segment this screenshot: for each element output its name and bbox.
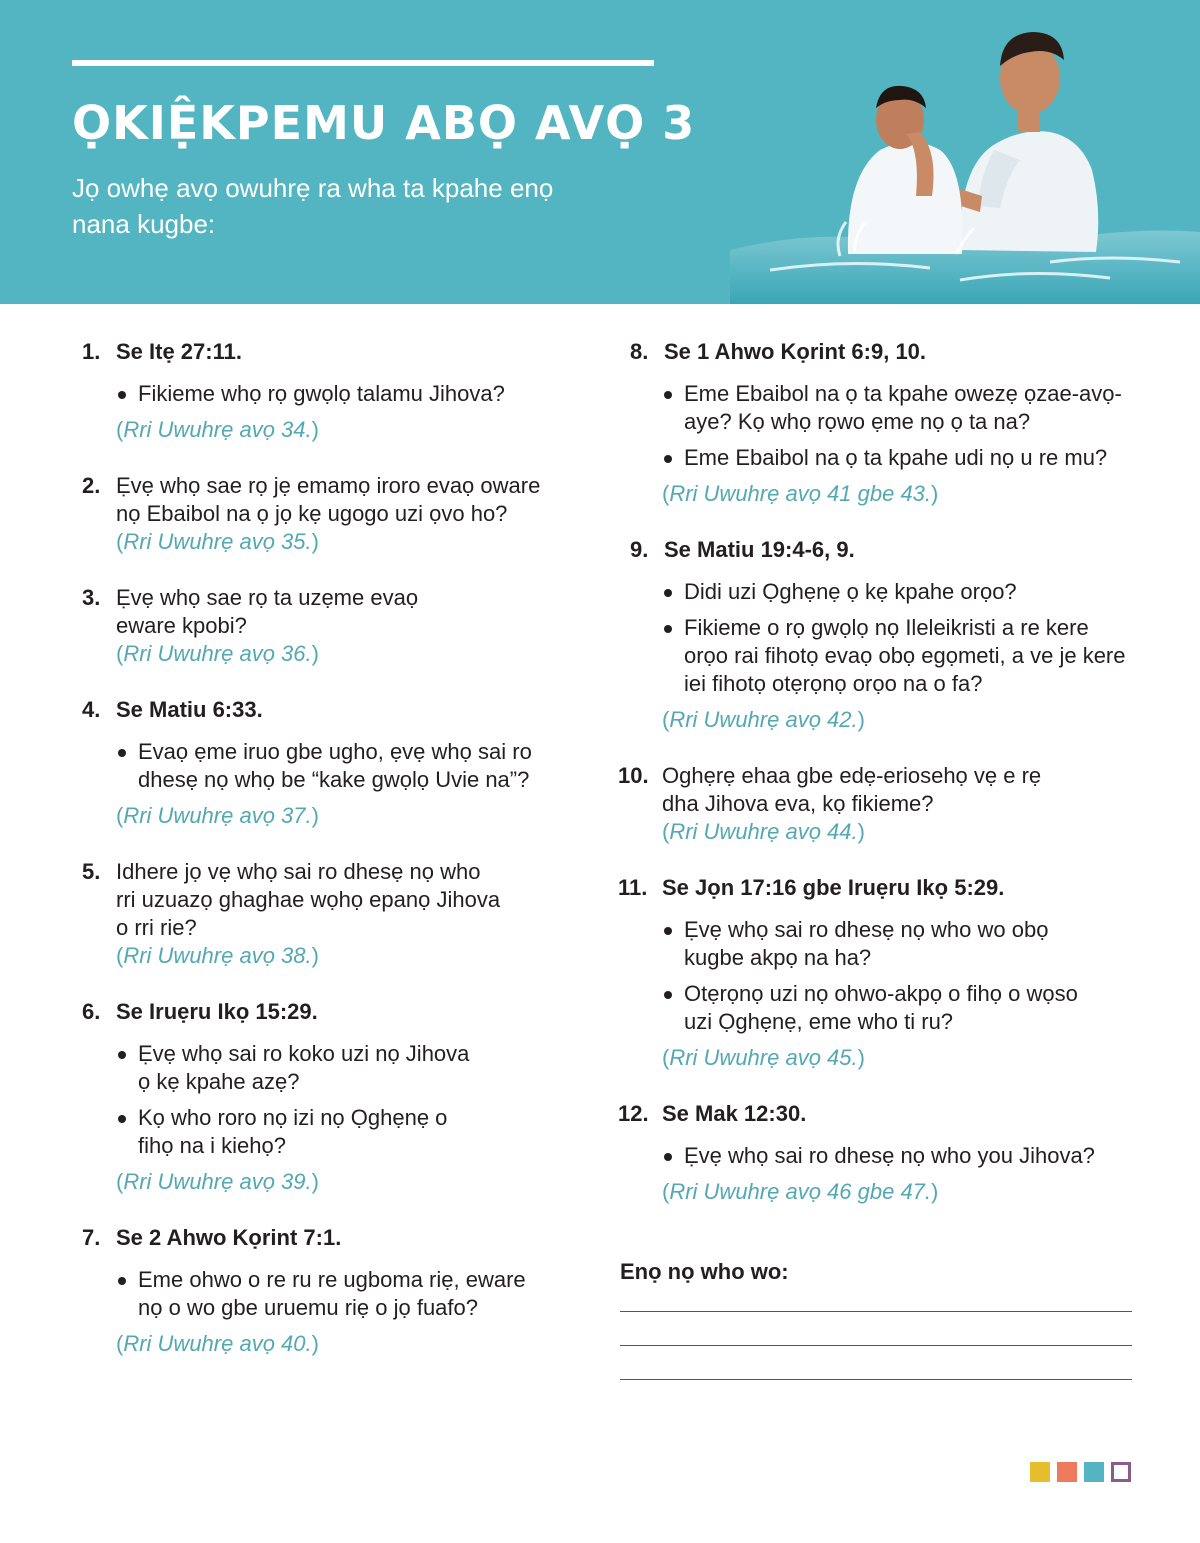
- header-banner: [0, 0, 1200, 304]
- bullet-icon: [664, 927, 672, 935]
- lesson-reference: (Rri Uwuhrẹ avọ 35.): [116, 529, 319, 554]
- bullet-item: [116, 1266, 552, 1322]
- question-scripture: Se Mak 12:30.: [662, 1101, 807, 1126]
- lesson-reference-text: Rri Uwuhrẹ avọ 44.: [669, 819, 858, 844]
- lesson-reference-text: Rri Uwuhrẹ avọ 37.: [123, 803, 312, 828]
- lesson-reference-text: Rri Uwuhrẹ avọ 34.: [123, 417, 312, 442]
- bullet-text: Didi uzi Ọghẹnẹ ọ kẹ kpahe orọo?: [684, 579, 1017, 604]
- question-number: 4.: [82, 697, 101, 722]
- bullet-text: Ẹvẹ whọ sai ro dhesẹ nọ who wo obọ kugbe akpọ na ha?: [684, 917, 1049, 970]
- color-squares-icon: [1030, 1462, 1131, 1482]
- bullet-text: Otẹrọnọ uzi nọ ohwo-akpọ o fihọ o wọso uzi Ọghẹnẹ, eme who ti ru?: [684, 981, 1078, 1034]
- bullet-icon: [664, 455, 672, 463]
- question-scripture: Se Matiu 6:33.: [116, 697, 263, 722]
- bullet-item: [116, 380, 552, 408]
- lesson-reference: (Rri Uwuhrẹ avọ 40.): [116, 1331, 319, 1356]
- question-1: [82, 338, 552, 444]
- lesson-reference-text: Rri Uwuhrẹ avọ 40.: [123, 1331, 312, 1356]
- lesson-reference-text: Rri Uwuhrẹ avọ 46 gbe 47.: [669, 1179, 932, 1204]
- bullet-list: [116, 1266, 552, 1322]
- question-number: 7.: [82, 1225, 101, 1250]
- lesson-reference: (Rri Uwuhrẹ avọ 41 gbe 43.): [662, 481, 939, 506]
- bullet-list: [662, 380, 1138, 472]
- question-scripture: Se 2 Ahwo Kọrint 7:1.: [116, 1225, 342, 1250]
- bullet-text: Eme Ebaibol na ọ ta kpahe owezẹ ọzae-avọ-aye? Kọ whọ rọwo ẹme nọ ọ ta na?: [684, 381, 1122, 434]
- question-number: 12.: [618, 1101, 649, 1126]
- question-7: [82, 1224, 552, 1358]
- lesson-reference: (Rri Uwuhrẹ avọ 46 gbe 47.): [662, 1179, 939, 1204]
- bullet-icon: [664, 625, 672, 633]
- question-scripture: Se Jọn 17:16 gbe Iruẹru Ikọ 5:29.: [662, 875, 1005, 900]
- bullet-list: [662, 578, 1138, 698]
- page-title: ỌKIỆKPEMU ABỌ AVỌ 3: [72, 96, 696, 150]
- lesson-reference: (Rri Uwuhrẹ avọ 44.): [662, 819, 865, 844]
- question-text: Ẹvẹ whọ sae rọ jẹ emamọ iroro evaọ oware nọ Ebaibol na ọ jọ kẹ ugogo uzi ọvo ho?: [116, 473, 541, 526]
- question-number: 11.: [618, 875, 648, 900]
- question-number: 9.: [630, 537, 649, 562]
- bullet-item: [662, 578, 1138, 606]
- bullet-text: Fikieme o rọ gwọlọ nọ Ileleikristi a re kere orọo rai fihotọ evaọ obọ egọmeti, a ve je kere iei fihotọ otẹrọnọ orọo na o fa?: [684, 615, 1126, 696]
- lesson-reference: (Rri Uwuhrẹ avọ 37.): [116, 803, 319, 828]
- question-4: [82, 696, 552, 830]
- bullet-icon: [664, 991, 672, 999]
- lesson-reference-text: Rri Uwuhrẹ avọ 35.: [123, 529, 312, 554]
- baptism-illustration: [730, 0, 1200, 304]
- bullet-icon: [118, 749, 126, 757]
- bullet-text: Fikieme whọ rọ gwọlọ talamu Jihova?: [138, 381, 505, 406]
- lesson-reference: (Rri Uwuhrẹ avọ 39.): [116, 1169, 319, 1194]
- bullet-list: [116, 380, 552, 408]
- lesson-reference: (Rri Uwuhrẹ avọ 42.): [662, 707, 865, 732]
- header-rule: [72, 60, 654, 66]
- bullet-list: [662, 1142, 1138, 1170]
- lesson-reference-text: Rri Uwuhrẹ avọ 45.: [669, 1045, 858, 1070]
- bullet-icon: [118, 391, 126, 399]
- note-line[interactable]: [620, 1345, 1132, 1346]
- bullet-icon: [118, 1115, 126, 1123]
- bullet-icon: [664, 589, 672, 597]
- bullet-list: [116, 738, 552, 794]
- note-line[interactable]: [620, 1379, 1132, 1380]
- question-number: 3.: [82, 585, 101, 610]
- bullet-text: Eme Ebaibol na ọ ta kpahe udi nọ u re mu?: [684, 445, 1108, 470]
- outlined-square-icon: [1111, 1462, 1131, 1482]
- lesson-reference-text: Rri Uwuhrẹ avọ 39.: [123, 1169, 312, 1194]
- bullet-list: [116, 1040, 476, 1160]
- bullet-text: Kọ who roro nọ izi nọ Ọghẹnẹ o fihọ na i kiehọ?: [138, 1105, 448, 1158]
- questions-left-column: [82, 338, 552, 1386]
- teal-square-icon: [1084, 1462, 1104, 1482]
- lesson-reference: (Rri Uwuhrẹ avọ 45.): [662, 1045, 865, 1070]
- yellow-square-icon: [1030, 1462, 1050, 1482]
- bullet-item: [662, 380, 1138, 436]
- question-text: Ẹvẹ whọ sae rọ ta uzẹme evaọ eware kpobi?: [116, 585, 419, 638]
- lesson-reference-text: Rri Uwuhrẹ avọ 36.: [123, 641, 312, 666]
- note-line[interactable]: [620, 1311, 1132, 1312]
- bullet-text: Ẹvẹ whọ sai ro dhesẹ nọ who you Jihova?: [684, 1143, 1095, 1168]
- bullet-icon: [664, 391, 672, 399]
- lesson-reference: (Rri Uwuhrẹ avọ 36.): [116, 641, 319, 666]
- question-scripture: Se 1 Ahwo Kọrint 6:9, 10.: [664, 339, 927, 364]
- bullet-item: [662, 916, 1082, 972]
- question-10: [618, 762, 1138, 846]
- question-scripture: Se Itẹ 27:11.: [116, 339, 242, 364]
- question-2: [82, 472, 552, 556]
- bullet-list: [662, 916, 1082, 1036]
- notes-label: Enọ nọ who wo:: [620, 1259, 789, 1284]
- bullet-text: Eme ohwo o re ru re ugboma riẹ, eware nọ o wo gbe uruemu riẹ o jọ fuafo?: [138, 1267, 526, 1320]
- question-6: [82, 998, 552, 1196]
- question-number: 6.: [82, 999, 101, 1024]
- question-11: [618, 874, 1138, 1072]
- bullet-item: [116, 1104, 476, 1160]
- lesson-reference-text: Rri Uwuhrẹ avọ 41 gbe 43.: [669, 481, 932, 506]
- question-5: [82, 858, 552, 970]
- orange-square-icon: [1057, 1462, 1077, 1482]
- question-number: 2.: [82, 473, 101, 498]
- bullet-text: Evaọ ẹme iruo gbe ugho, ẹvẹ whọ sai ro dhesẹ nọ whọ be “kake gwọlọ Uvie na”?: [138, 739, 532, 792]
- bullet-item: [662, 980, 1082, 1036]
- bullet-item: [662, 614, 1138, 698]
- question-text: Oghẹrẹ ehaa gbe edẹ-eriosehọ vẹ e rẹ dha Jihova eva, kọ fikieme?: [662, 763, 1042, 816]
- lesson-reference: (Rri Uwuhrẹ avọ 34.): [116, 417, 319, 442]
- question-8: [618, 338, 1138, 508]
- bullet-icon: [664, 1153, 672, 1161]
- bullet-text: Ẹvẹ whọ sai ro koko uzi nọ Jihova ọ kẹ kpahe azẹ?: [138, 1041, 470, 1094]
- question-number: 10.: [618, 763, 649, 788]
- lesson-reference-text: Rri Uwuhrẹ avọ 38.: [123, 943, 312, 968]
- question-scripture: Se Matiu 19:4-6, 9.: [664, 537, 855, 562]
- question-number: 8.: [630, 339, 649, 364]
- question-number: 1.: [82, 339, 101, 364]
- lesson-reference-text: Rri Uwuhrẹ avọ 42.: [669, 707, 858, 732]
- question-text: Idhere jọ vẹ whọ sai ro dhesẹ nọ who rri uzuazọ ghaghae wọhọ epanọ Jihova o rri rie?: [116, 859, 501, 940]
- bullet-icon: [118, 1277, 126, 1285]
- question-scripture: Se Iruẹru Ikọ 15:29.: [116, 999, 318, 1024]
- lesson-reference: (Rri Uwuhrẹ avọ 38.): [116, 943, 319, 968]
- question-3: [82, 584, 552, 668]
- bullet-item: [116, 1040, 476, 1096]
- question-number: 5.: [82, 859, 101, 884]
- questions-right-column: [618, 338, 1138, 1234]
- bullet-item: [116, 738, 552, 794]
- bullet-item: [662, 1142, 1138, 1170]
- bullet-item: [662, 444, 1138, 472]
- question-9: [618, 536, 1138, 734]
- question-12: [618, 1100, 1138, 1206]
- bullet-icon: [118, 1051, 126, 1059]
- page-subtitle: Jọ owhẹ avọ owuhrẹ ra wha ta kpahe enọ nana kugbe:: [72, 173, 554, 239]
